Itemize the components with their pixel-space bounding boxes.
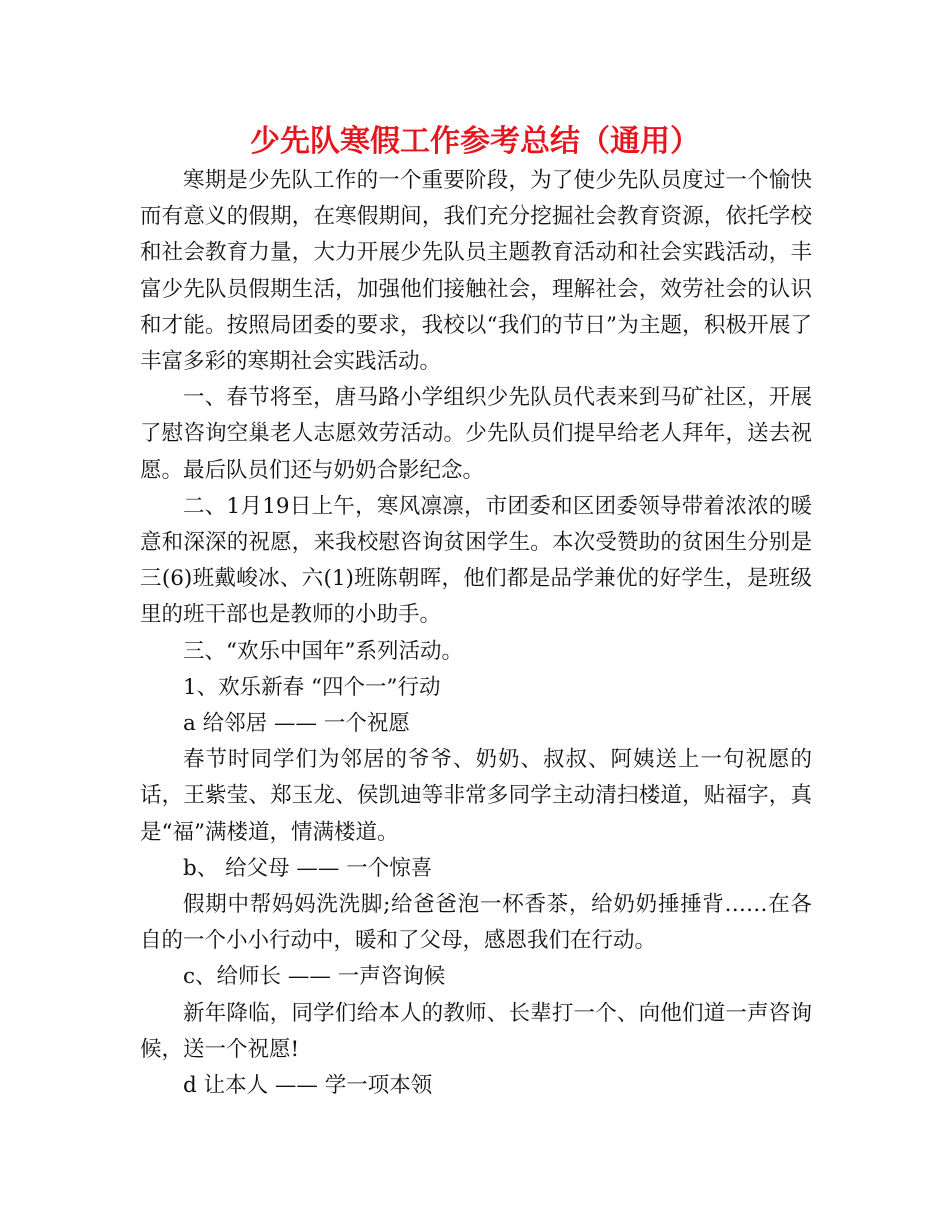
paragraph-section-2: 二、1月19日上午，寒风凛凛，市团委和区团委领导带着浓浓的暖意和深深的祝愿，来我校慰咨询贫困学生。本次受赞助的贫困生分别是三(6)班戴峻冰、六(1)班陈朝晖，他们都是品学兼优的好学生，是班级里的班干部也是教师的小助手。 xyxy=(140,493,812,628)
paragraph-section-1: 一、春节将至，唐马路小学组织少先队员代表来到马矿社区，开展了慰咨询空巢老人志愿效劳活动。少先队员们提早给老人拜年，送去祝愿。最后队员们还与奶奶合影纪念。 xyxy=(140,385,812,483)
paragraph-item-c-heading: c、给师长 —— 一声咨询候 xyxy=(183,964,446,990)
paragraph-section-3-heading: 三、“欢乐中国年”系列活动。 xyxy=(183,638,463,664)
paragraph-item-c-body: 新年降临，同学们给本人的教师、长辈打一个、向他们道一声咨询候，送一个祝愿! xyxy=(140,1000,812,1062)
paragraph-item-b-heading: b、 给父母 —— 一个惊喜 xyxy=(183,855,433,881)
paragraph-item-b-body: 假期中帮妈妈洗洗脚;给爸爸泡一杯香茶，给奶奶捶捶背……在各自的一个小小行动中，暖和了父母，感恩我们在行动。 xyxy=(140,892,812,954)
paragraph-item-d-heading: d 让本人 —— 学一项本领 xyxy=(183,1073,433,1099)
paragraph-item-a-heading: a 给邻居 —— 一个祝愿 xyxy=(183,711,410,737)
paragraph-intro: 寒期是少先队工作的一个重要阶段，为了使少先队员度过一个愉快而有意义的假期，在寒假期间，我们充分挖掘社会教育资源，依托学校和社会教育力量，大力开展少先队员主题教育活动和社会实践活动，丰富少先队员假期生活，加强他们接触社会，理解社会，效劳社会的认识和才能。按照局团委的要求，我校以“我们的节日”为主题，积极开展了丰富多彩的寒期社会实践活动。 xyxy=(140,168,812,375)
document-body xyxy=(140,163,812,1104)
document-title: 少先队寒假工作参考总结（通用） xyxy=(250,124,700,159)
paragraph-subsection-1: 1、欢乐新春 “四个一”行动 xyxy=(183,674,441,700)
paragraph-item-a-body: 春节时同学们为邻居的爷爷、奶奶、叔叔、阿姨送上一句祝愿的话，王紫莹、郑玉龙、侯凯迪等非常多同学主动清扫楼道，贴福字，真是“福”满楼道，情满楼道。 xyxy=(140,747,812,845)
